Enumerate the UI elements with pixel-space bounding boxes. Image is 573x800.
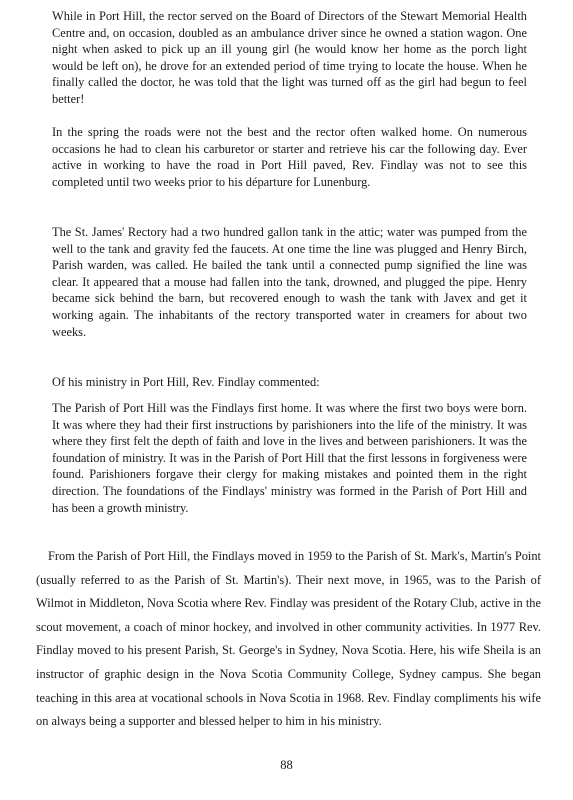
page-number: 88 [280,758,293,772]
paragraph-later-parishes: From the Parish of Port Hill, the Findlays moved in 1959 to the Parish of St. Mark's, Martin's Point (usually referred to as the Parish of St. Martin's). Their next move, in 1965, was to the Parish of Wilmot in Middleton, Nova Scotia where Rev. Findlay was president of the Rotary Club, active in the scout movement, a coach of minor hockey, and involved in other community activities. In 1977 Rev. Findlay moved to his present Parish, St. George's in Sydney, Nova Scotia. Here, his wife Sheila is an instructor of graphic design in the Nova Scotia Community College, Sydney campus. She began teaching in this area at vocational schools in Nova Scotia in 1968. Rev. Findlay compliments his wife on always being a supporter and blessed helper to him in his ministry. [36,549,541,729]
paragraph-stewart-memorial: While in Port Hill, the rector served on the Board of Directors of the Stewart Memorial Health Centre and, on occasion, doubled as an ambulance driver since he owned a station wagon. One night when asked to pick up an ill young girl (he would know her home as the porch light would be left on), he drove for an extended period of time trying to locate the house. When he finally called the doctor, he was told that the light was turned off as the girl had begun to feel better! [52,9,527,106]
paragraph-ministry-intro: Of his ministry in Port Hill, Rev. Findlay commented: [52,375,320,389]
block-quote-findlay: The Parish of Port Hill was the Findlays first home. It was where the first two boys were born. It was where they had their first instructions by parishioners into the life of the ministry. It was where they first felt the depth of faith and love in the lives and between parishioners. It was the foundation of ministry. It was in the Parish of Port Hill that the first lessons in forgiveness were found. Parishioners forgave their clergy for making mistakes and pointed them in the right direction. The foundations of the Findlays' ministry was formed in the Parish of Port Hill and has been a growth ministry. [52,401,527,515]
paragraph-rectory-tank: The St. James' Rectory had a two hundred gallon tank in the attic; water was pumped from the well to the tank and gravity fed the faucets. At one time the line was plugged and Henry Birch, Parish warden, was called. He bailed the tank until a connected pump signified the line was clear. It appeared that a mouse had fallen into the tank, drowned, and plugged the pipe. Henry became sick behind the barn, but recovered enough to wash the tank with Javex and get it working again. The inhabitants of the rectory transported water in creamers for about two weeks. [52,225,527,339]
paragraph-spring-roads: In the spring the roads were not the best and the rector often walked home. On numerous occasions he had to clean his carburetor or starter and retrieve his car the following day. Ever active in working to have the road in Port Hill paved, Rev. Findlay was not to see this completed until two weeks prior to his départure for Lunenburg. [52,125,527,189]
